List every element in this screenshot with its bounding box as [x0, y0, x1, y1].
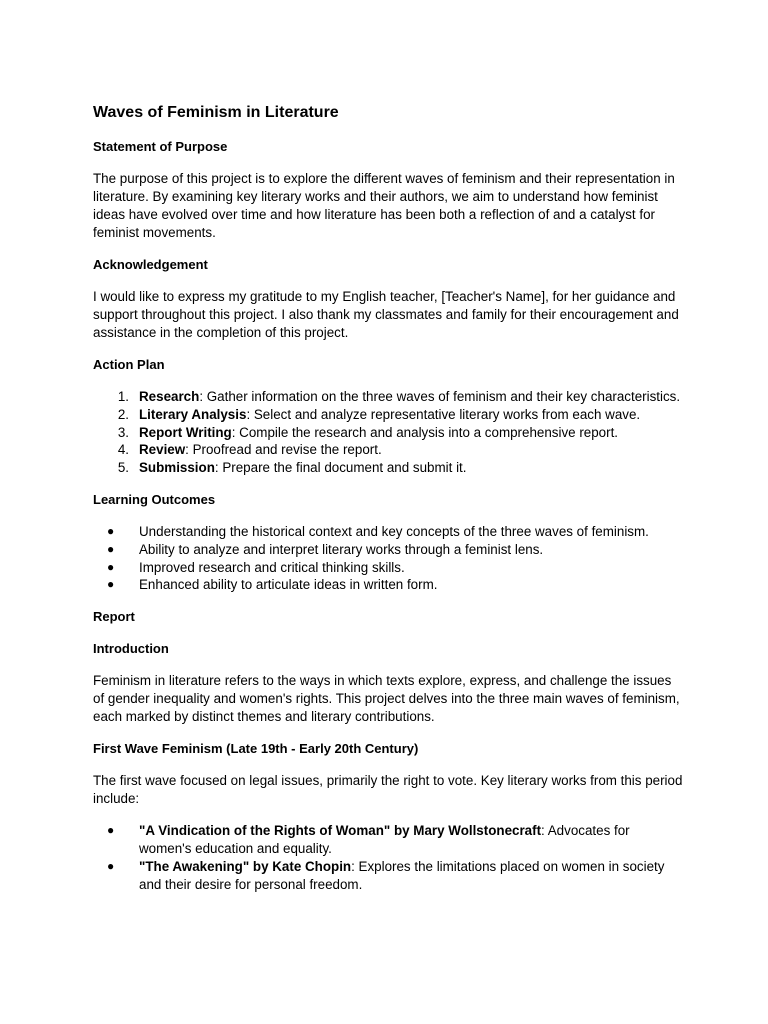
action-plan-heading: Action Plan [93, 357, 165, 372]
bullet-icon: ● [107, 541, 115, 556]
list-item [93, 576, 683, 594]
outcome-text: Understanding the historical context and key concepts of the three waves of feminism. [139, 523, 649, 539]
work-description: : Advocates for women's education and equality. [139, 823, 630, 856]
bullet-icon: ● [107, 523, 115, 538]
action-plan-item [93, 388, 683, 406]
list-number: 2. [117, 406, 129, 422]
learning-outcomes-heading: Learning Outcomes [93, 491, 216, 507]
action-text: : Compile the research and analysis into a comprehensive report. [231, 424, 619, 440]
document-title: Waves of Feminism in Literature [93, 104, 339, 121]
list-number: 1. [117, 389, 129, 404]
learning-outcomes-list [93, 523, 683, 594]
first-wave-body: The first wave focused on legal issues, primarily the right to vote. Key literary works from this period include: [93, 773, 683, 807]
bullet-icon: ● [107, 577, 115, 592]
work-description: : Explores the limitations placed on women in society and their desire for personal freedom. [139, 858, 665, 892]
list-number: 5. [117, 460, 129, 476]
action-plan-item [93, 441, 683, 459]
action-plan-item [93, 424, 683, 442]
acknowledgement-heading: Acknowledgement [93, 257, 208, 272]
first-wave-works-list [93, 822, 683, 893]
action-text: : Select and analyze representative literary works from each wave. [246, 406, 641, 422]
list-number: 4. [117, 442, 129, 458]
action-term: Submission [139, 460, 215, 476]
action-text: : Proofread and revise the report. [185, 442, 382, 458]
work-title: "A Vindication of the Rights of Woman" by Mary Wollstonecraft [139, 823, 542, 839]
introduction-heading: Introduction [93, 641, 169, 657]
list-item [93, 523, 683, 541]
work-title: "The Awakening" by Kate Chopin [139, 858, 352, 874]
outcome-text: Enhanced ability to articulate ideas in written form. [139, 577, 438, 593]
acknowledgement-body: I would like to express my gratitude to my English teacher, [Teacher's Name], for her guidance and support throughout this project. I also thank my classmates and family for their encouragement and assistance in the completion of this project. [93, 289, 679, 340]
list-item [93, 858, 683, 894]
outcome-text: Ability to analyze and interpret literary works through a feminist lens. [139, 541, 544, 557]
list-item [93, 541, 683, 559]
action-term: Review [139, 442, 186, 458]
document-page [93, 102, 683, 907]
list-item [93, 822, 683, 858]
action-term: Report Writing [139, 424, 232, 440]
introduction-body: Feminism in literature refers to the ways in which texts explore, express, and challenge the issues of gender inequality and women's rights. This project delves into the three main waves of feminism, each marked by distinct themes and literary contributions. [93, 673, 680, 725]
action-plan-item [93, 459, 683, 477]
statement-body: The purpose of this project is to explore the different waves of feminism and their representation in literature. By examining key literary works and their authors, we aim to understand how feminist ideas have evolved over time and how literature has been both a reflection of and a catalyst for feminist movements. [93, 171, 675, 240]
list-item [93, 559, 683, 577]
statement-heading: Statement of Purpose [93, 139, 228, 154]
action-text: : Prepare the final document and submit it. [214, 460, 467, 476]
outcome-text: Improved research and critical thinking skills. [139, 559, 405, 575]
action-plan-list [93, 388, 683, 477]
report-heading: Report [93, 609, 135, 625]
bullet-icon: ● [107, 823, 115, 838]
bullet-icon: ● [107, 559, 115, 574]
action-term: Research [139, 389, 200, 404]
action-text: : Gather information on the three waves of feminism and their key characteristics. [199, 389, 681, 404]
action-plan-item [93, 406, 683, 424]
first-wave-heading: First Wave Feminism (Late 19th - Early 20th Century) [93, 741, 419, 757]
action-term: Literary Analysis [139, 406, 247, 422]
bullet-icon: ● [107, 858, 115, 873]
list-number: 3. [117, 424, 129, 440]
